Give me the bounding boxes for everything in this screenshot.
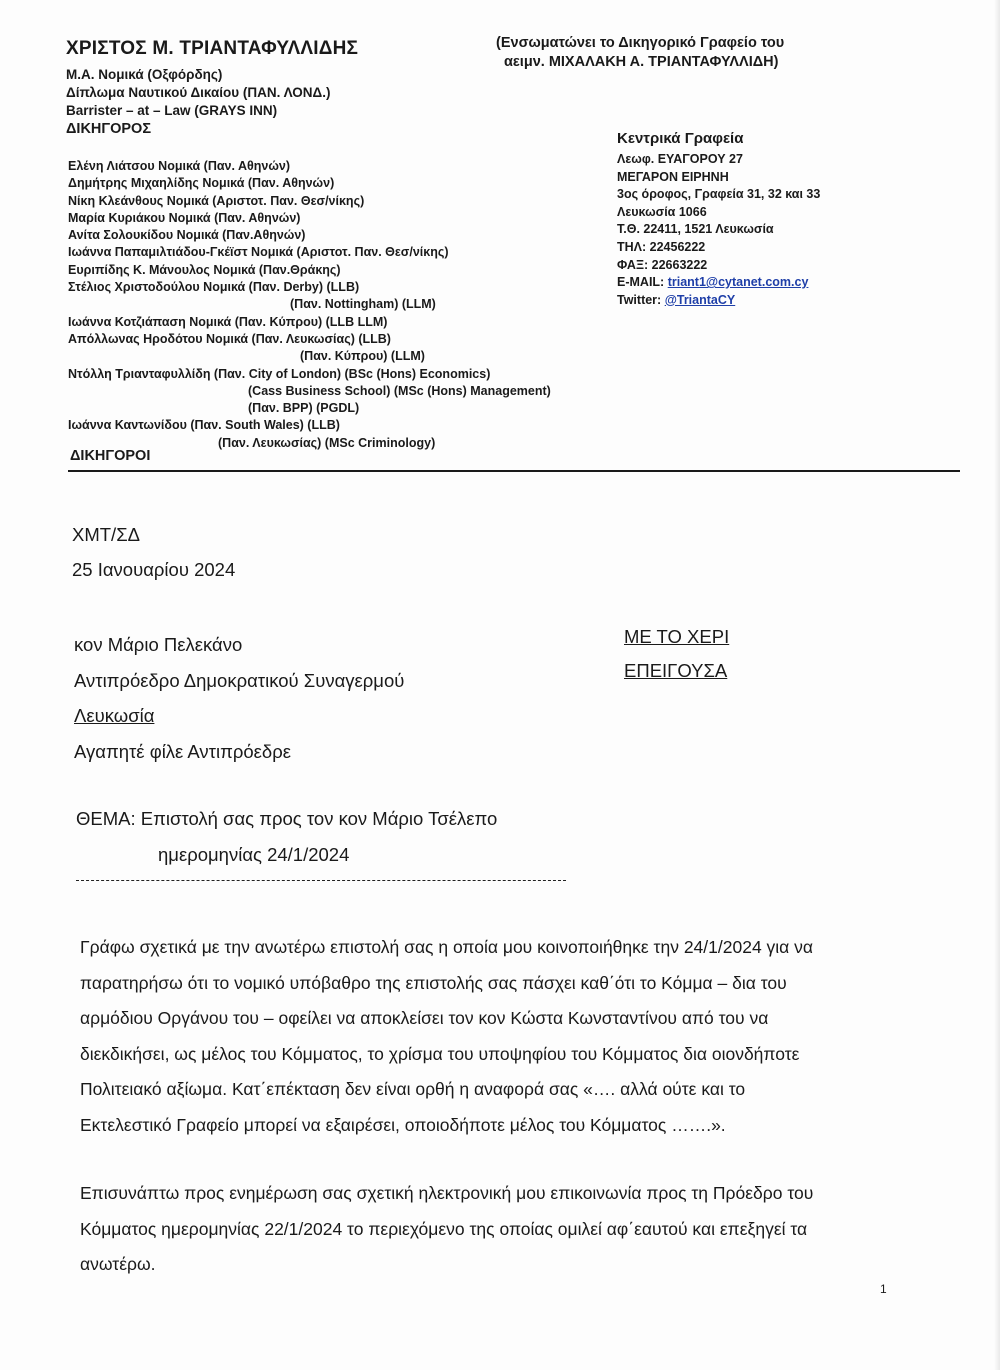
twitter-link[interactable]: @TriantaCY: [664, 292, 736, 307]
paragraph-line: Γράφω σχετικά με την ανωτέρω επιστολή σας η οποία μου κοινοποιήθηκε την 24/1/2024 για να: [80, 937, 814, 957]
lawyer-entry: Ευριπίδης Κ. Μάνουλος Νομικά (Παν.Θράκης): [68, 262, 341, 277]
qualification-line: Δίπλωμα Ναυτικού Δικαίου (ΠΑΝ. ΛΟΝΔ.): [66, 85, 331, 100]
incorporation-note: [496, 34, 784, 72]
lawyer-entry: Νίκη Κλεάνθους Νομικά (Αριστοτ. Παν. Θεσ/νίκης): [68, 193, 365, 208]
qualification-line: ΔΙΚΗΓΟΡΟΣ: [66, 121, 152, 137]
lawyer-entry: Απόλλωνας Ηροδότου Νομικά (Παν. Λευκωσίας) (LLB): [68, 331, 391, 346]
subject-line: ημερομηνίας 24/1/2024: [158, 844, 350, 865]
qualifications: [66, 66, 330, 138]
lawyer-entry-continued: (Παν. BPP) (PGDL): [248, 401, 360, 416]
email-line: [617, 274, 820, 292]
qualification-line: M.A. Νομικά (Οξφόρδης): [66, 67, 223, 82]
head-offices: [617, 130, 820, 309]
subject-block: [76, 801, 497, 873]
firm-name: ΧΡΙΣΤΟΣ Μ. ΤΡΙΑΝΤΑΦΥΛΛΙΔΗΣ: [66, 38, 359, 59]
qualification-line: Barrister – at – Law (GRAYS INN): [66, 103, 278, 118]
addressee-title: Αντιπρόεδρο Δημοκρατικού Συναγερμού: [74, 669, 405, 691]
lawyer-entry: Ιωάννα Κοτζιάπαση Νομικά (Παν. Κύπρου) (LLB LLM): [68, 314, 388, 329]
office-line: 3ος όροφος, Γραφεία 31, 32 και 33: [617, 187, 821, 202]
urgent-label: ΕΠΕΙΓΟΥΣΑ: [624, 660, 728, 681]
lawyers-list: [68, 158, 551, 452]
lawyer-entry: Ελένη Λιάτσου Νομικά (Παν. Αθηνών): [68, 159, 291, 173]
office-line: Λευκωσία 1066: [617, 204, 707, 219]
addressee-city: Λευκωσία: [74, 705, 155, 726]
page-edge-shadow: [994, 0, 1000, 1370]
lawyer-entry: Ανίτα Σολουκίδου Νομικά (Παν.Αθηνών): [68, 228, 306, 243]
incorporation-line: (Ενσωματώνει το Δικηγορικό Γραφείο του: [496, 35, 785, 51]
addressee-block: [74, 627, 404, 769]
body-paragraph: [80, 1176, 950, 1283]
header-divider: [68, 470, 960, 472]
email-link[interactable]: triant1@cytanet.com.cy: [667, 275, 809, 290]
office-line: Τ.Θ. 22411, 1521 Λευκωσία: [617, 222, 774, 237]
lawyer-entry: Δημήτρης Μιχαηλίδης Νομικά (Παν. Αθηνών): [68, 176, 335, 191]
lawyers-heading: ΔΙΚΗΓΟΡΟΙ: [70, 448, 151, 464]
lawyer-entry-continued: (Παν. Κύπρου) (LLM): [300, 349, 425, 364]
lawyer-entry: Στέλιος Χριστοδούλου Νομικά (Παν. Derby) (LLB): [68, 280, 360, 295]
body-paragraph: [80, 930, 950, 1143]
addressee-name: κον Μάριο Πελεκάνο: [74, 634, 243, 655]
lawyer-entry: Ντόλλη Τριανταφυλλίδη (Παν. City of London) (BSc (Hons) Economics): [68, 366, 491, 381]
twitter-label: Twitter:: [617, 292, 665, 307]
lawyer-entry: Ιωάννα Καντωνίδου (Παν. South Wales) (LLB): [68, 418, 340, 433]
email-label: E-MAIL:: [617, 275, 668, 290]
incorporation-line: αειμν. ΜΙΧΑΛΑΚΗ Α. ΤΡΙΑΝΤΑΦΥΛΛΙΔΗ): [504, 54, 779, 70]
paragraph-line: Πολιτειακό αξίωμα. Κατ΄επέκταση δεν είναι ορθή η αναφορά σας «…. αλλά ούτε και το: [80, 1079, 746, 1099]
lawyer-entry-continued: (Cass Business School) (MSc (Hons) Management): [248, 383, 551, 398]
by-hand-label: ΜΕ ΤΟ ΧΕΡΙ: [624, 626, 730, 647]
delivery-notice: [624, 620, 729, 688]
subject-label: ΘΕΜΑ:: [76, 808, 141, 829]
page-number: 1: [880, 1282, 887, 1296]
paragraph-line: διεκδικήσει, ως μέλος του Κόμματος, το χρίσμα του υποψηφίου του Κόμματος δια οιονδήποτε: [80, 1043, 800, 1064]
letter-date: 25 Ιανουαρίου 2024: [72, 559, 236, 580]
paragraph-line: αρμόδιου Οργάνου του – οφείλει να αποκλείσει τον κον Κώστα Κωνσταντίνου από του να: [80, 1008, 769, 1028]
lawyer-entry: Ιωάννα Παπαμιλτιάδου-Γκέϊστ Νομικά (Αριστοτ. Παν. Θεσ/νίκης): [68, 245, 449, 260]
office-line: ΜΕΓΑΡΟΝ ΕΙΡΗΝΗ: [617, 169, 729, 184]
paragraph-line: Εκτελεστικό Γραφείο μπορεί να εξαιρέσει, οποιοδήποτε μέλος του Κόμματος …….».: [80, 1114, 726, 1135]
office-line: ΦΑΞ: 22663222: [617, 257, 708, 272]
office-line: Λεωφ. ΕΥΑΓΟΡΟΥ 27: [617, 152, 743, 166]
lawyer-entry-continued: (Παν. Nottingham) (LLM): [290, 297, 436, 312]
reference-code: ΧΜΤ/ΣΔ: [72, 524, 140, 545]
twitter-line: [617, 292, 820, 310]
paragraph-line: ανωτέρω.: [80, 1254, 156, 1274]
lawyer-entry-continued: (Παν. Λευκωσίας) (MSc Criminology): [218, 435, 436, 450]
paragraph-line: Επισυνάπτω προς ενημέρωση σας σχετική ηλεκτρονική μου επικοινωνία προς τη Πρόεδρο του: [80, 1183, 814, 1203]
paragraph-line: παρατηρήσω ότι το νομικό υπόβαθρο της επιστολής σας πάσχει καθ΄ότι το Κόμμα – δια του: [80, 972, 787, 993]
subject-line: Επιστολή σας προς τον κον Μάριο Τσέλεπο: [140, 808, 498, 829]
paragraph-line: Κόμματος ημερομηνίας 22/1/2024 το περιεχόμενο της οποίας ομιλεί αφ΄εαυτού και επεξηγεί τα: [80, 1218, 808, 1239]
salutation: Αγαπητέ φίλε Αντιπρόεδρε: [74, 740, 291, 762]
offices-title: Κεντρικά Γραφεία: [617, 130, 744, 147]
subject-divider: [76, 880, 566, 881]
lawyer-entry: Μαρία Κυριάκου Νομικά (Παν. Αθηνών): [68, 210, 301, 225]
office-line: ΤΗΛ: 22456222: [617, 239, 706, 254]
